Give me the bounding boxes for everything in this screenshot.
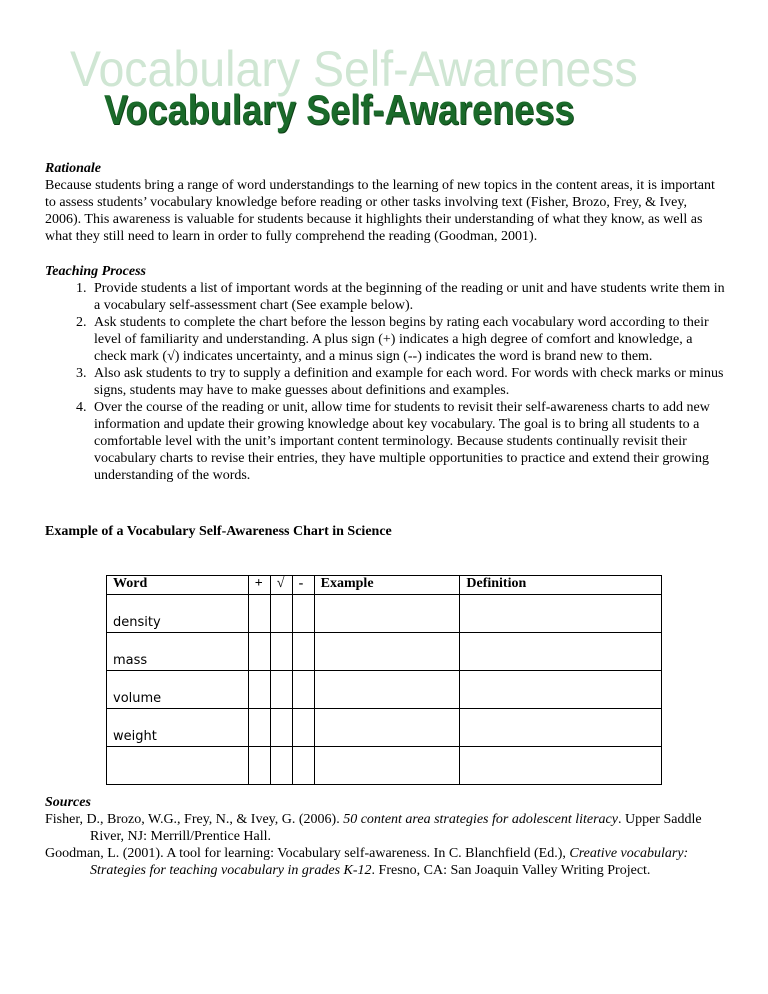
page-title: Vocabulary Self-Awareness <box>104 86 575 133</box>
table-row <box>107 709 662 747</box>
plus-cell[interactable] <box>248 747 270 785</box>
word-cell: mass <box>107 633 249 671</box>
list-item: 4. Over the course of the reading or unit, allow time for students to revisit their self-awareness charts to add new information and update their growing knowledge about key vocabulary. The goal is to bring all students to a comfortable level with the unit’s important content terminology. Because students continually revisit their vocabulary charts to revise their entries, they have multiple opportunities to practice and extend their growing understanding of the words. <box>90 399 725 484</box>
check-cell[interactable] <box>270 633 292 671</box>
table-row <box>107 595 662 633</box>
example-cell[interactable] <box>314 595 460 633</box>
check-cell[interactable] <box>270 671 292 709</box>
word-cell: volume <box>107 671 249 709</box>
example-cell[interactable] <box>314 633 460 671</box>
list-item: 2. Ask students to complete the chart before the lesson begins by rating each vocabulary word according to their level of familiarity and understanding. A plus sign (+) indicates a high degree of comfort and knowledge, a check mark (√) indicates uncertainty, and a minus sign (--) indicates the word is brand new to them. <box>90 314 725 365</box>
example-title: Example of a Vocabulary Self-Awareness Chart in Science <box>45 524 392 539</box>
table-row <box>107 633 662 671</box>
title-shadow-text: Vocabulary Self-Awareness <box>70 41 638 97</box>
definition-cell[interactable] <box>460 709 662 747</box>
minus-cell[interactable] <box>292 709 314 747</box>
header-word: Word <box>107 576 249 595</box>
ref-title: 50 content area strategies for adolescent literacy <box>343 812 618 827</box>
teaching-process-section <box>45 263 725 484</box>
definition-cell[interactable] <box>460 671 662 709</box>
header-check: √ <box>270 576 292 595</box>
example-cell[interactable] <box>314 747 460 785</box>
ref-publisher: . Upper Saddle River, NJ: Merrill/Prentice Hall. <box>90 812 702 844</box>
minus-cell[interactable] <box>292 747 314 785</box>
header-example: Example <box>314 576 460 595</box>
table-header-row <box>107 576 662 595</box>
example-cell[interactable] <box>314 671 460 709</box>
rationale-body: Because students bring a range of word understandings to the learning of new topics in the content areas, it is important to assess students’ vocabulary knowledge before reading or other tasks involving text (Fisher, Brozo, Frey, & Ivey, 2006). This awareness is valuable for students because it highlights their understanding of what they know, as well as what they still need to learn in order to fully comprehend the reading (Goodman, 2001). <box>45 178 715 244</box>
word-cell: weight <box>107 709 249 747</box>
plus-cell[interactable] <box>248 633 270 671</box>
check-cell[interactable] <box>270 747 292 785</box>
rationale-heading: Rationale <box>45 161 102 176</box>
word-cell: density <box>107 595 249 633</box>
teaching-steps-list <box>45 280 725 484</box>
rationale-section <box>45 160 725 245</box>
ref-authors: Fisher, D., Brozo, W.G., Frey, N., & Ivey, G. (2006). <box>45 812 344 827</box>
table-row <box>107 747 662 785</box>
ref-authors: Goodman, L. (2001). A tool for learning: Vocabulary self-awareness. In C. Blanchfield (Ed.), <box>45 846 570 861</box>
table-row <box>107 671 662 709</box>
list-item: 3. Also ask students to try to supply a definition and example for each word. For words with check marks or minus signs, students may have to make guesses about definitions and examples. <box>90 365 725 399</box>
check-cell[interactable] <box>270 595 292 633</box>
ref-title: Creative vocabulary: Strategies for teaching vocabulary in grades K-12 <box>90 846 689 878</box>
title-banner <box>0 40 768 140</box>
vocabulary-chart <box>106 575 662 785</box>
minus-cell[interactable] <box>292 633 314 671</box>
definition-cell[interactable] <box>460 747 662 785</box>
minus-cell[interactable] <box>292 595 314 633</box>
minus-cell[interactable] <box>292 671 314 709</box>
definition-cell[interactable] <box>460 595 662 633</box>
sources-heading: Sources <box>45 795 91 810</box>
plus-cell[interactable] <box>248 709 270 747</box>
header-plus: + <box>248 576 270 595</box>
reference-item <box>45 811 725 845</box>
plus-cell[interactable] <box>248 595 270 633</box>
teaching-process-heading: Teaching Process <box>45 264 146 279</box>
ref-publisher: . Fresno, CA: San Joaquin Valley Writing Project. <box>371 863 651 878</box>
definition-cell[interactable] <box>460 633 662 671</box>
header-minus: - <box>292 576 314 595</box>
list-item: 1. Provide students a list of important words at the beginning of the reading or unit and have students write them in a vocabulary self-assessment chart (See example below). <box>90 280 725 314</box>
plus-cell[interactable] <box>248 671 270 709</box>
header-definition: Definition <box>460 576 662 595</box>
check-cell[interactable] <box>270 709 292 747</box>
sources-section <box>45 794 725 879</box>
word-cell <box>107 747 249 785</box>
reference-item <box>45 845 725 879</box>
example-cell[interactable] <box>314 709 460 747</box>
